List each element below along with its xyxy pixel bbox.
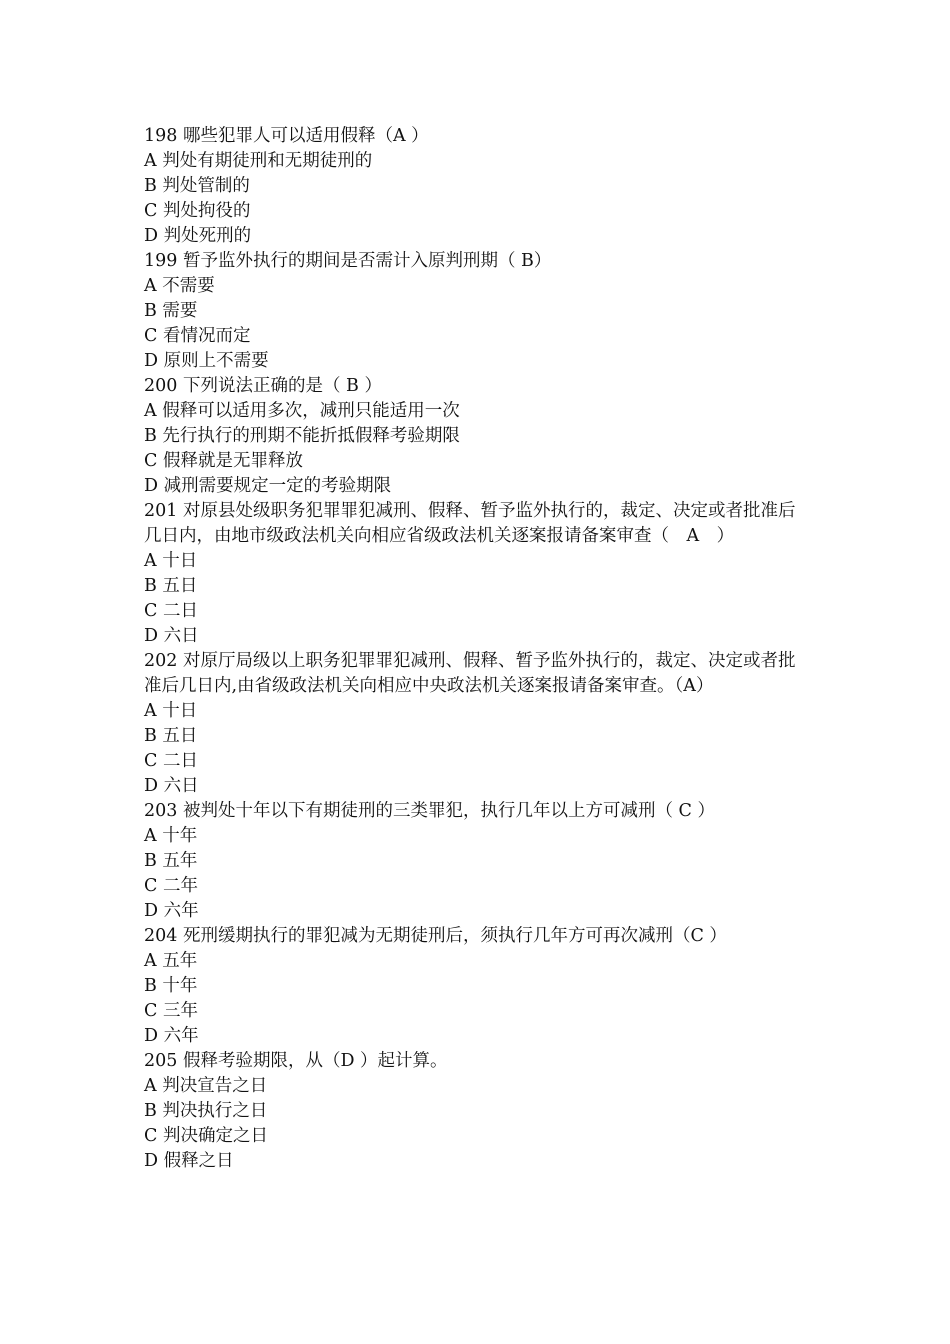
question-199 xyxy=(144,249,810,374)
option-a: A 十年 xyxy=(144,826,198,846)
option-d: D 假释之日 xyxy=(144,1151,234,1171)
option-c: C 二日 xyxy=(144,601,198,621)
question-205 xyxy=(144,1049,810,1174)
option-d: D 六年 xyxy=(144,1026,199,1046)
question-203 xyxy=(144,799,810,924)
question-stem: 202 对原厅局级以上职务犯罪罪犯减刑、假释、暂予监外执行的，裁定、决定或者批准后几日内,由省级政法机关向相应中央政法机关逐案报请备案审查。（A） xyxy=(144,651,796,696)
question-stem: 200 下列说法正确的是（ B ） xyxy=(144,376,382,396)
question-202 xyxy=(144,649,810,799)
option-c: C 判处拘役的 xyxy=(144,201,251,221)
question-200 xyxy=(144,374,810,499)
option-a: A 十日 xyxy=(144,551,198,571)
question-stem: 201 对原县处级职务犯罪罪犯减刑、假释、暂予监外执行的，裁定、决定或者批准后几日内，由地市级政法机关向相应省级政法机关逐案报请备案审查（ A ） xyxy=(144,501,796,546)
option-b: B 五年 xyxy=(144,851,198,871)
question-stem: 205 假释考验期限，从（D ）起计算。 xyxy=(144,1051,448,1071)
option-c: C 假释就是无罪释放 xyxy=(144,451,303,471)
option-b: B 五日 xyxy=(144,576,198,596)
option-d: D 六日 xyxy=(144,776,199,796)
option-a: A 假释可以适用多次，减刑只能适用一次 xyxy=(144,401,460,421)
option-d: D 减刑需要规定一定的考验期限 xyxy=(144,476,392,496)
option-d: D 六日 xyxy=(144,626,199,646)
option-d: D 判处死刑的 xyxy=(144,226,252,246)
option-b: B 判处管制的 xyxy=(144,176,250,196)
option-c: C 看情况而定 xyxy=(144,326,251,346)
document-body xyxy=(144,124,810,1174)
option-a: A 十日 xyxy=(144,701,198,721)
option-b: B 五日 xyxy=(144,726,198,746)
option-c: C 二年 xyxy=(144,876,198,896)
option-c: C 二日 xyxy=(144,751,198,771)
option-a: A 判决宣告之日 xyxy=(144,1076,268,1096)
question-198 xyxy=(144,124,810,249)
option-a: A 不需要 xyxy=(144,276,215,296)
question-stem: 199 暂予监外执行的期间是否需计入原判刑期（ B） xyxy=(144,251,552,271)
option-a: A 判处有期徒刑和无期徒刑的 xyxy=(144,151,373,171)
option-b: B 先行执行的刑期不能折抵假释考验期限 xyxy=(144,426,460,446)
option-c: C 判决确定之日 xyxy=(144,1126,268,1146)
option-d: D 原则上不需要 xyxy=(144,351,269,371)
option-a: A 五年 xyxy=(144,951,198,971)
option-b: B 需要 xyxy=(144,301,198,321)
question-stem: 198 哪些犯罪人可以适用假释（A ） xyxy=(144,126,429,146)
question-201 xyxy=(144,499,810,649)
option-b: B 判决执行之日 xyxy=(144,1101,268,1121)
option-b: B 十年 xyxy=(144,976,198,996)
question-stem: 204 死刑缓期执行的罪犯减为无期徒刑后，须执行几年方可再次减刑（C ） xyxy=(144,926,727,946)
question-204 xyxy=(144,924,810,1049)
question-stem: 203 被判处十年以下有期徒刑的三类罪犯，执行几年以上方可减刑（ C ） xyxy=(144,801,715,821)
option-d: D 六年 xyxy=(144,901,199,921)
option-c: C 三年 xyxy=(144,1001,198,1021)
